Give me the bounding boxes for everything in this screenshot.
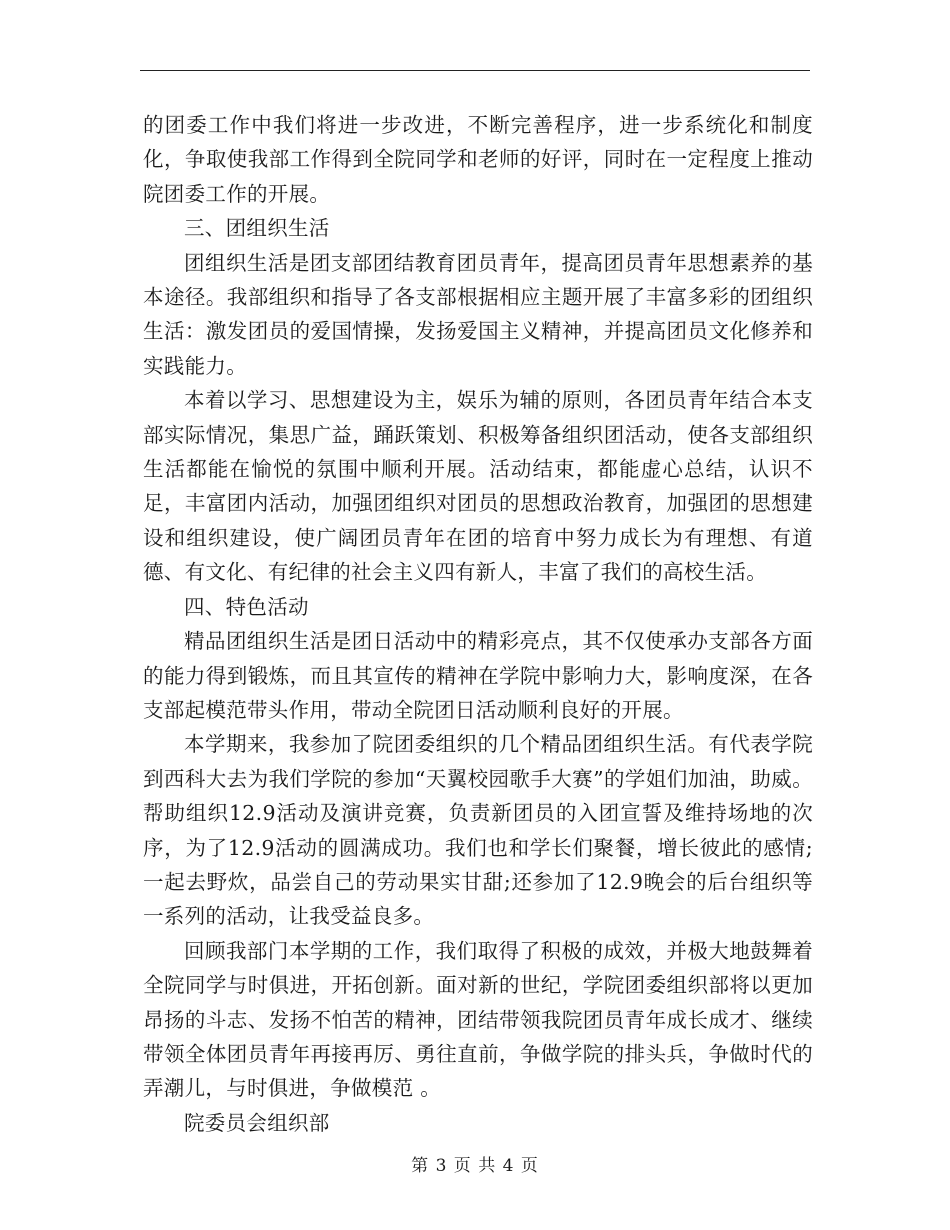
document-body xyxy=(143,108,813,1140)
paragraph-continuation: 的团委工作中我们将进一步改进，不断完善程序，进一步系统化和制度化，争取使我部工作得到全院同学和老师的好评，同时在一定程度上推动院团委工作的开展。 xyxy=(143,113,813,206)
paragraph-special-activities-intro: 精品团组织生活是团日活动中的精彩亮点，其不仅使承办支部各方面的能力得到锻炼，而且其宣传的精神在学院中影响力大，影响度深，在各支部起模范带头作用，带动全院团日活动顺利良好的开展。 xyxy=(143,629,813,722)
paragraph-semester-activities: 本学期来，我参加了院团委组织的几个精品团组织生活。有代表学院到西科大去为我们学院的参加“天翼校园歌手大赛”的学姐们加油，助威。帮助组织12.9活动及演讲竞赛，负责新团员的入团宣誓及维持场地的次序，为了12.9活动的圆满成功。我们也和学长们聚餐，增长彼此的感情;一起去野炊，品尝自己的劳动果实甘甜;还参加了12.9晚会的后台组织等一系列的活动，让我受益良多。 xyxy=(143,732,813,929)
paragraph-review: 回顾我部门本学期的工作，我们取得了积极的成效，并极大地鼓舞着全院同学与时俱进，开拓创新。面对新的世纪，学院团委组织部将以更加昂扬的斗志、发扬不怕苦的精神，团结带领我院团员青年成长成才、继续带领全体团员青年再接再厉、勇往直前，争做学院的排头兵，争做时代的弄潮儿，与时俱进，争做模范 。 xyxy=(143,938,813,1101)
paragraph-team-life-intro: 团组织生活是团支部团结教育团员青年，提高团员青年思想素养的基本途径。我部组织和指导了各支部根据相应主题开展了丰富多彩的团组织生活：激发团员的爱国情操，发扬爱国主义精神，并提高团员文化修养和实践能力。 xyxy=(143,250,813,378)
paragraph-team-life-principle: 本着以学习、思想建设为主，娱乐为辅的原则，各团员青年结合本支部实际情况，集思广益，踊跃策划、积极筹备组织团活动，使各支部组织生活都能在愉悦的氛围中顺利开展。活动结束，都能虚心总结，认识不足，丰富团内活动，加强团组织对团员的思想政治教育，加强团的思想建设和组织建设，使广阔团员青年在团的培育中努力成长为有理想、有道德、有文化、有纪律的社会主义四有新人，丰富了我们的高校生活。 xyxy=(143,388,813,585)
section-heading-team-life: 三、团组织生活 xyxy=(184,216,330,241)
page-number: 第 3 页 共 4 页 xyxy=(411,1156,539,1176)
signature-department: 院委员会组织部 xyxy=(184,1110,330,1135)
section-heading-special-activities: 四、特色活动 xyxy=(184,594,309,619)
header-rule xyxy=(140,70,810,71)
